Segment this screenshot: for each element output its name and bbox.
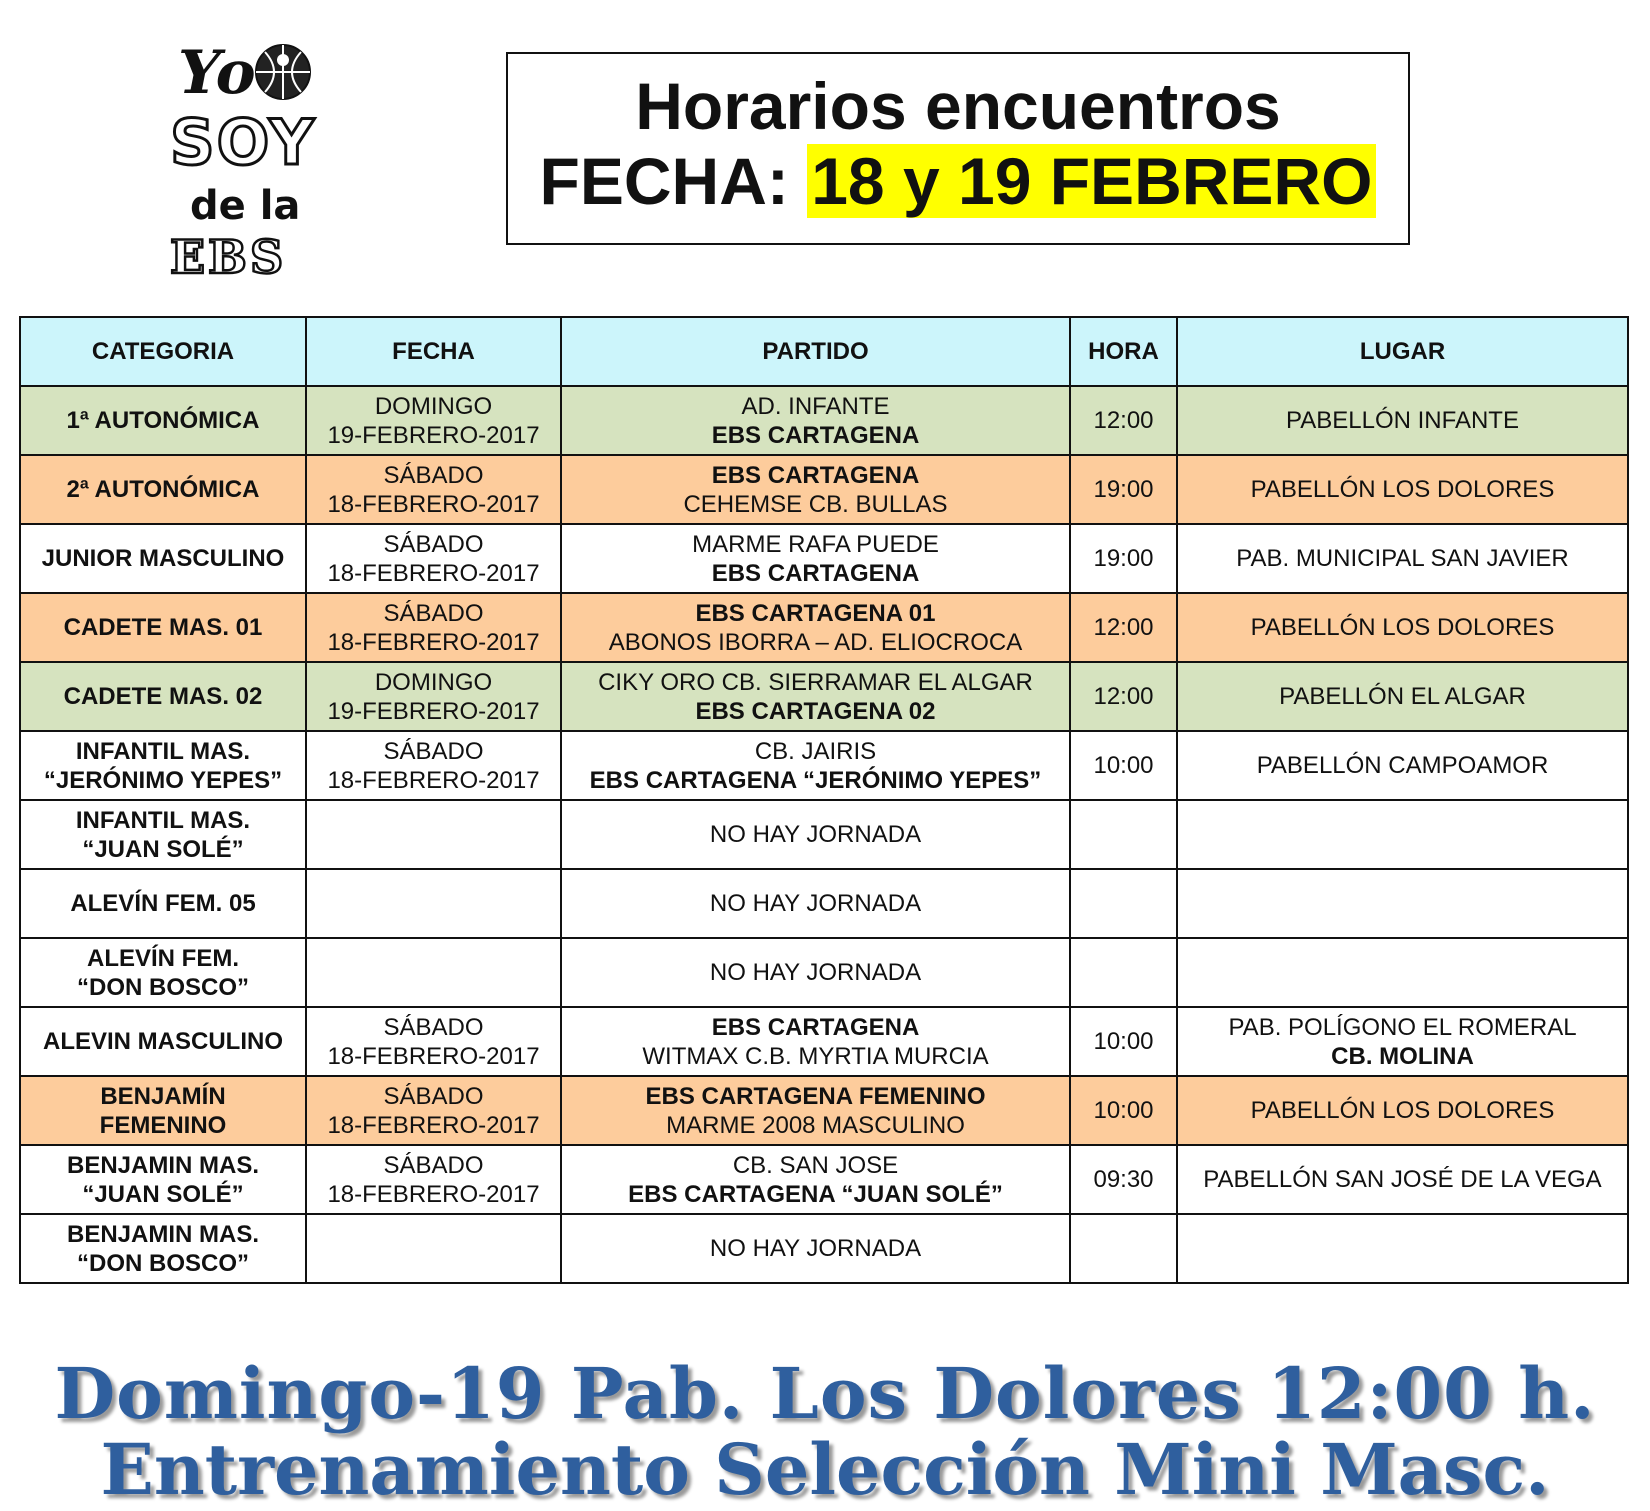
cell-fecha <box>306 938 561 1007</box>
fecha-text: SÁBADO <box>383 461 484 489</box>
col-header-partido: PARTIDO <box>561 317 1070 386</box>
cell-partido <box>561 938 1070 1007</box>
partido-team-ebs: EBS CARTAGENA FEMENINO <box>645 1082 986 1110</box>
basketball-player-icon <box>253 42 313 102</box>
cell-lugar <box>1177 800 1628 869</box>
categoria-text: BENJAMÍN <box>100 1082 226 1110</box>
categoria-text: CADETE MAS. 02 <box>63 683 263 710</box>
partido-team: ABONOS IBORRA – AD. ELIOCROCA <box>608 628 1023 656</box>
fecha-text: 18-FEBRERO-2017 <box>327 628 540 656</box>
cell-lugar <box>1177 731 1628 800</box>
cell-partido <box>561 455 1070 524</box>
footer-line-2: Entrenamiento Selección Mini Masc. <box>100 1428 1550 1511</box>
cell-fecha <box>306 731 561 800</box>
cell-partido <box>561 1214 1070 1283</box>
cell-fecha <box>306 869 561 938</box>
cell-fecha <box>306 593 561 662</box>
col-header-hora: HORA <box>1070 317 1177 386</box>
categoria-text: ALEVIN MASCULINO <box>43 1028 283 1055</box>
logo-soy: SOY <box>170 106 317 179</box>
date-line <box>508 142 1408 220</box>
partido-team: CB. JAIRIS <box>754 737 877 765</box>
cell-categoria <box>20 593 306 662</box>
fecha-text: 18-FEBRERO-2017 <box>327 559 540 587</box>
partido-team: NO HAY JORNADA <box>709 821 922 848</box>
hora-text: 10:00 <box>1093 1028 1154 1055</box>
cell-categoria <box>20 662 306 731</box>
categoria-text: JUNIOR MASCULINO <box>41 545 285 572</box>
fecha-text: SÁBADO <box>383 530 484 558</box>
schedule-table <box>19 316 1629 1284</box>
partido-team-ebs: EBS CARTAGENA <box>711 1013 920 1041</box>
fecha-text: 19-FEBRERO-2017 <box>327 421 540 449</box>
cell-fecha <box>306 800 561 869</box>
table-row <box>20 1076 1628 1145</box>
cell-hora <box>1070 1214 1177 1283</box>
lugar-text: PABELLÓN INFANTE <box>1286 407 1519 434</box>
categoria-text: CADETE MAS. 01 <box>63 614 263 641</box>
cell-lugar <box>1177 455 1628 524</box>
table-header-row <box>20 317 1628 386</box>
cell-hora <box>1070 1007 1177 1076</box>
cell-partido <box>561 1145 1070 1214</box>
hora-text: 19:00 <box>1093 476 1154 503</box>
lugar-text: PABELLÓN EL ALGAR <box>1279 683 1526 710</box>
partido-team-ebs: EBS CARTAGENA <box>711 461 920 489</box>
cell-hora <box>1070 869 1177 938</box>
hora-text: 10:00 <box>1093 752 1154 779</box>
partido-team: WITMAX C.B. MYRTIA MURCIA <box>642 1042 989 1070</box>
lugar-text-bold: CB. MOLINA <box>1331 1042 1474 1070</box>
cell-lugar <box>1177 1076 1628 1145</box>
partido-team-ebs: EBS CARTAGENA “JERÓNIMO YEPES” <box>589 766 1042 794</box>
partido-team: MARME RAFA PUEDE <box>692 530 939 558</box>
cell-fecha <box>306 455 561 524</box>
title-box <box>506 52 1410 245</box>
fecha-text: 18-FEBRERO-2017 <box>327 766 540 794</box>
hora-text: 12:00 <box>1093 614 1154 641</box>
cell-lugar <box>1177 524 1628 593</box>
cell-partido <box>561 731 1070 800</box>
table-row <box>20 800 1628 869</box>
partido-team: CEHEMSE CB. BULLAS <box>683 490 948 518</box>
cell-hora <box>1070 386 1177 455</box>
fecha-text: SÁBADO <box>383 1151 484 1179</box>
table-row <box>20 1007 1628 1076</box>
cell-hora <box>1070 662 1177 731</box>
categoria-text: ALEVÍN FEM. <box>86 944 239 972</box>
cell-lugar <box>1177 662 1628 731</box>
lugar-text: PABELLÓN CAMPOAMOR <box>1256 752 1549 779</box>
cell-fecha <box>306 1007 561 1076</box>
date-value: 18 y 19 FEBRERO <box>807 144 1376 218</box>
categoria-text: “JUAN SOLÉ” <box>82 835 244 863</box>
cell-categoria <box>20 455 306 524</box>
cell-fecha <box>306 1145 561 1214</box>
hora-text: 12:00 <box>1093 683 1154 710</box>
categoria-text: BENJAMIN MAS. <box>66 1220 259 1248</box>
table-row <box>20 524 1628 593</box>
partido-team-ebs: EBS CARTAGENA <box>711 421 920 449</box>
fecha-text: 18-FEBRERO-2017 <box>327 1042 540 1070</box>
cell-partido <box>561 1076 1070 1145</box>
partido-team: CIKY ORO CB. SIERRAMAR EL ALGAR <box>598 668 1033 696</box>
categoria-text: FEMENINO <box>99 1111 227 1139</box>
footer-line-1: Domingo-19 Pab. Los Dolores 12:00 h. <box>54 1352 1596 1435</box>
col-header-categoria: CATEGORIA <box>20 317 306 386</box>
table-row <box>20 386 1628 455</box>
categoria-text: INFANTIL MAS. <box>75 737 251 765</box>
categoria-text: 1ª AUTONÓMICA <box>66 407 260 434</box>
categoria-text: INFANTIL MAS. <box>75 806 251 834</box>
cell-categoria <box>20 1214 306 1283</box>
partido-team: NO HAY JORNADA <box>709 1235 922 1262</box>
cell-categoria <box>20 731 306 800</box>
fecha-text: 19-FEBRERO-2017 <box>327 697 540 725</box>
cell-partido <box>561 1007 1070 1076</box>
club-logo <box>170 38 330 284</box>
cell-fecha <box>306 662 561 731</box>
logo-ebs: EBS <box>170 230 287 284</box>
cell-partido <box>561 800 1070 869</box>
cell-categoria <box>20 1145 306 1214</box>
cell-categoria <box>20 524 306 593</box>
cell-categoria <box>20 1076 306 1145</box>
hora-text: 19:00 <box>1093 545 1154 572</box>
fecha-text: DOMINGO <box>374 668 493 696</box>
partido-team: NO HAY JORNADA <box>709 890 922 917</box>
cell-categoria <box>20 869 306 938</box>
col-header-lugar: LUGAR <box>1177 317 1628 386</box>
cell-fecha <box>306 386 561 455</box>
partido-team: CB. SAN JOSE <box>732 1151 899 1179</box>
cell-categoria <box>20 1007 306 1076</box>
lugar-text: PAB. POLÍGONO EL ROMERAL <box>1228 1013 1577 1041</box>
fecha-text: SÁBADO <box>383 1013 484 1041</box>
categoria-text: “DON BOSCO” <box>76 1249 249 1277</box>
partido-team: NO HAY JORNADA <box>709 959 922 986</box>
cell-partido <box>561 386 1070 455</box>
categoria-text: 2ª AUTONÓMICA <box>66 476 260 503</box>
lugar-text: PAB. MUNICIPAL SAN JAVIER <box>1236 545 1569 572</box>
lugar-text: PABELLÓN LOS DOLORES <box>1250 476 1555 503</box>
categoria-text: “DON BOSCO” <box>76 973 249 1001</box>
cell-lugar <box>1177 1145 1628 1214</box>
cell-partido <box>561 869 1070 938</box>
cell-fecha <box>306 524 561 593</box>
lugar-text: PABELLÓN SAN JOSÉ DE LA VEGA <box>1203 1166 1602 1193</box>
categoria-text: BENJAMIN MAS. <box>66 1151 259 1179</box>
partido-team: MARME 2008 MASCULINO <box>666 1111 965 1139</box>
partido-team-ebs: EBS CARTAGENA 01 <box>695 599 936 627</box>
lugar-text: PABELLÓN LOS DOLORES <box>1250 614 1555 641</box>
fecha-text: 18-FEBRERO-2017 <box>327 1111 540 1139</box>
categoria-text: “JERÓNIMO YEPES” <box>43 766 283 794</box>
cell-lugar <box>1177 938 1628 1007</box>
cell-fecha <box>306 1076 561 1145</box>
cell-hora <box>1070 455 1177 524</box>
table-row <box>20 662 1628 731</box>
categoria-text: “JUAN SOLÉ” <box>82 1180 244 1208</box>
cell-hora <box>1070 593 1177 662</box>
cell-fecha <box>306 1214 561 1283</box>
cell-hora <box>1070 731 1177 800</box>
lugar-text: PABELLÓN LOS DOLORES <box>1250 1097 1555 1124</box>
col-header-fecha: FECHA <box>306 317 561 386</box>
partido-team: AD. INFANTE <box>741 392 890 420</box>
cell-categoria <box>20 386 306 455</box>
partido-team-ebs: EBS CARTAGENA <box>711 559 920 587</box>
cell-partido <box>561 524 1070 593</box>
cell-hora <box>1070 800 1177 869</box>
table-row <box>20 938 1628 1007</box>
logo-dela: de la <box>190 183 301 229</box>
fecha-text: 18-FEBRERO-2017 <box>327 1180 540 1208</box>
table-row <box>20 869 1628 938</box>
cell-hora <box>1070 524 1177 593</box>
fecha-text: SÁBADO <box>383 737 484 765</box>
cell-categoria <box>20 800 306 869</box>
cell-partido <box>561 593 1070 662</box>
cell-lugar <box>1177 1214 1628 1283</box>
fecha-text: SÁBADO <box>383 599 484 627</box>
table-row <box>20 1145 1628 1214</box>
date-label: FECHA: <box>539 144 789 218</box>
cell-lugar <box>1177 386 1628 455</box>
hora-text: 12:00 <box>1093 407 1154 434</box>
table-row <box>20 455 1628 524</box>
cell-partido <box>561 662 1070 731</box>
cell-lugar <box>1177 1007 1628 1076</box>
fecha-text: 18-FEBRERO-2017 <box>327 490 540 518</box>
fecha-text: SÁBADO <box>383 1082 484 1110</box>
table-row <box>20 593 1628 662</box>
cell-hora <box>1070 1076 1177 1145</box>
table-row <box>20 731 1628 800</box>
page-title: Horarios encuentros <box>635 69 1281 143</box>
table-row <box>20 1214 1628 1283</box>
cell-hora <box>1070 1145 1177 1214</box>
partido-team-ebs: EBS CARTAGENA “JUAN SOLÉ” <box>628 1180 1003 1208</box>
fecha-text: DOMINGO <box>374 392 493 420</box>
cell-lugar <box>1177 593 1628 662</box>
cell-categoria <box>20 938 306 1007</box>
logo-yo: Yo <box>178 38 256 108</box>
partido-team-ebs: EBS CARTAGENA 02 <box>695 697 936 725</box>
cell-hora <box>1070 938 1177 1007</box>
hora-text: 09:30 <box>1093 1166 1154 1193</box>
hora-text: 10:00 <box>1093 1097 1154 1124</box>
categoria-text: ALEVÍN FEM. 05 <box>70 890 256 917</box>
cell-lugar <box>1177 869 1628 938</box>
